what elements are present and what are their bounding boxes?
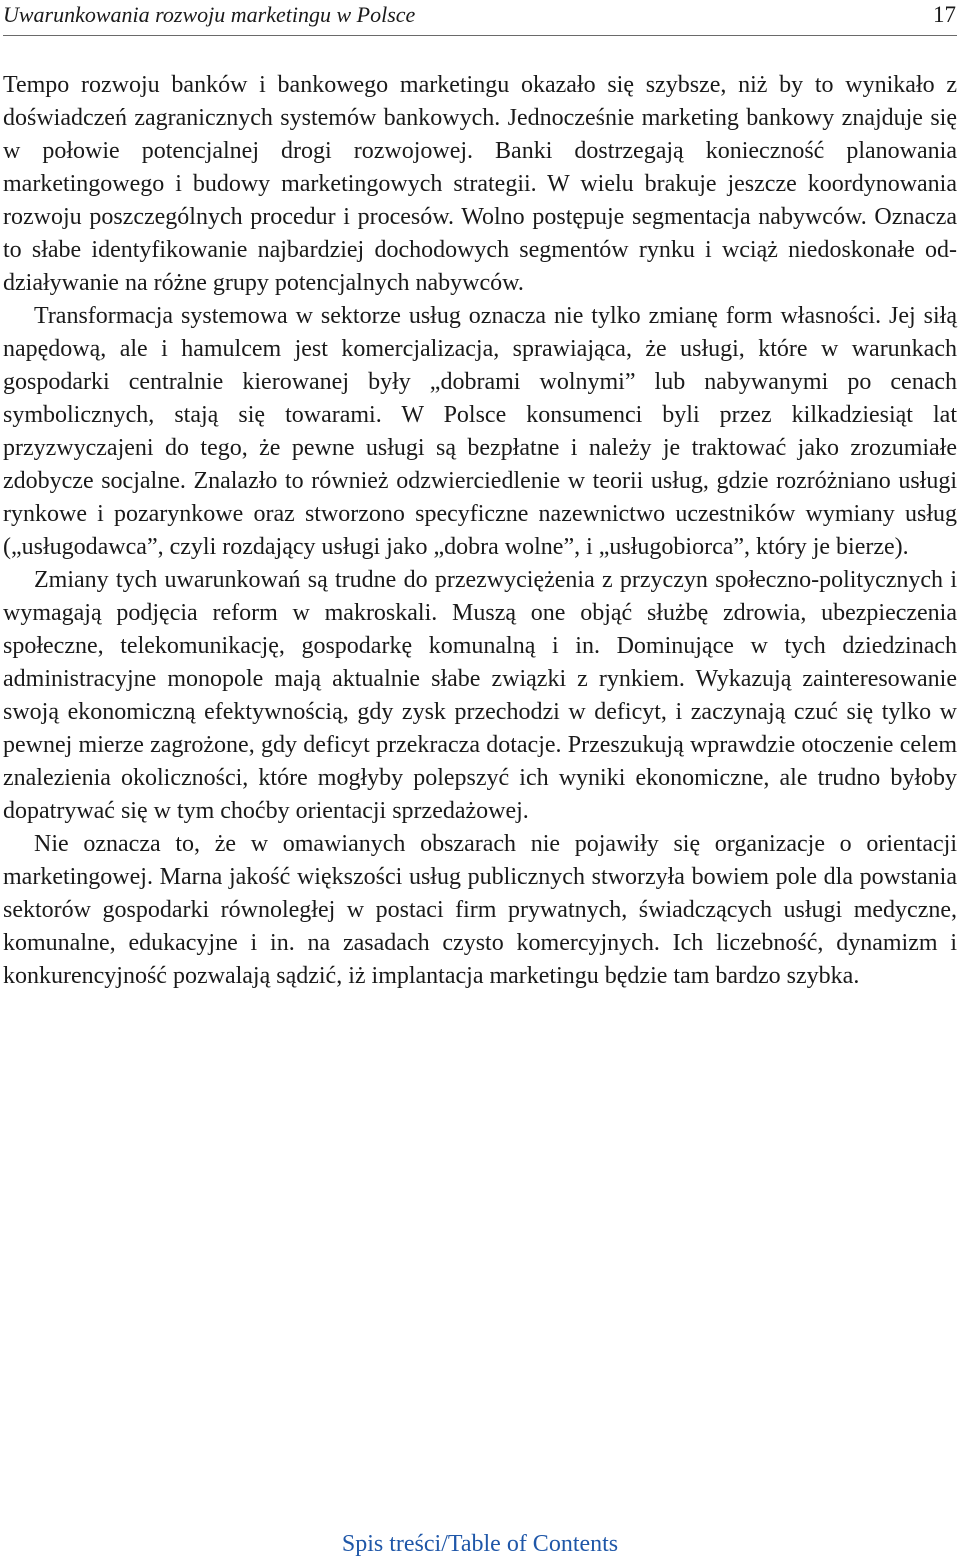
paragraph-system-transformation: Transformacja systemowa w sektorze usług oznacza nie tylko zmianę form własności. Jej siłą napędową, ale i hamulcem jest komercjalizacja, sprawiająca, że usługi, które w warunkach gospodarki centralnie kierowanej były „dobrami wolnymi” lub nabywanymi po cenach symbolicznych, stają się towarami. W Polsce konsumenci byli przez kilkadziesiąt lat przyzwyczajeni do tego, że pewne usługi są bezpłatne i należy je traktować jako zrozumiałe zdobycze socjalne. Znalazło to również odzwierciedlenie w teorii usług, gdzie rozróżniano usługi rynkowe i pozarynkowe oraz stworzono specyficzne nazewnictwo uczestników wymiany usług („usługodawca”, czyli rozdający usługi jako „dobra wolne”, i „usługobiorca”, który je bierze). (3, 303, 957, 560)
paragraph-marketing-organizations: Nie oznacza to, że w omawianych obszarach nie pojawiły się organizacje o orientacji marketingowej. Marna jakość większości usług publicznych stworzyła bowiem pole dla powstania sektorów gospodarki równoległej w postaci firm prywatnych, świadczących usługi medyczne, komunalne, edukacyjne i in. na zasadach czysto komercyjnych. Ich liczebność, dynamizm i konkurencyjność pozwalają sądzić, iż implantacja marketingu będzie tam bardzo szybka. (3, 831, 957, 989)
page-number: 17 (933, 2, 956, 27)
paragraph-banking-marketing: Tempo rozwoju banków i bankowego marketingu okazało się szybsze, niż by to wynikało z doświadczeń zagranicznych systemów bankowych. Jednocześnie marketing bankowy znajduje się w połowie potencjalnej drogi rozwojowej. Banki dostrzegają konieczność planowania marketingowego i budowy marketingowych strategii. W wielu brakuje jeszcze koordynowania rozwoju poszczególnych procedur i procesów. Wolno postępuje segmentacja nabywców. Oznacza to słabe identyfikowanie najbardziej dochodowych segmentów rynku i wciąż niedoskonałe oddziaływanie na różne grupy potencjalnych nabywców. (3, 72, 957, 296)
running-header (3, 2, 957, 36)
table-of-contents-link[interactable]: Spis treści/Table of Contents (341, 1531, 619, 1557)
paragraph-changing-conditions: Zmiany tych uwarunkowań są trudne do przezwyciężenia z przyczyn społeczno-politycznych i wymagają podjęcia reform w makroskali. Muszą one objąć służbę zdrowia, ubezpieczenia społeczne, telekomunikację, gospodarkę komunalną i in. Dominujące w tych dziedzinach administracyjne monopole mają aktualnie słabe związki z rynkiem. Wykazują zainteresowanie swoją ekonomiczną efektywnością, gdy zysk przechodzi w deficyt, i zaczynają czuć się tylko w pewnej mierze zagrożone, gdy deficyt przekracza dotacje. Przeszukują wprawdzie otoczenie celem znalezienia okoliczności, które mogłyby polepszyć ich wyniki ekonomiczne, ale trudno byłoby dopatrywać się w tym choćby orientacji sprzedażowej. (3, 567, 957, 824)
body-text (3, 69, 957, 993)
running-title: Uwarunkowania rozwoju marketingu w Polsce (3, 2, 416, 27)
